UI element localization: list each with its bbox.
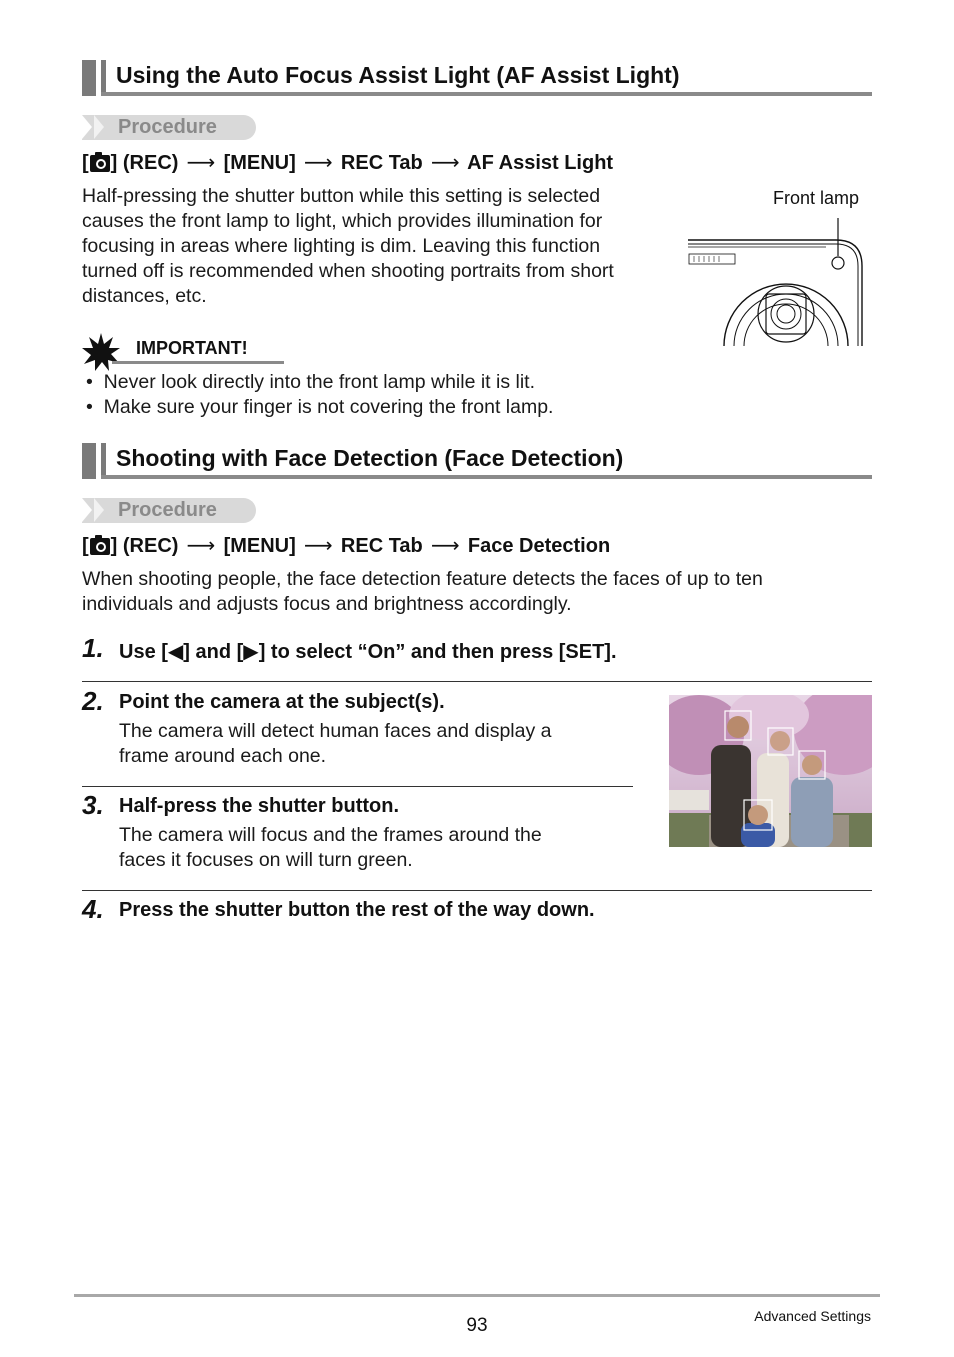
family-photo-illustration — [669, 695, 872, 847]
header-bar-decoration — [101, 60, 106, 96]
section-title: Shooting with Face Detection (Face Detection) — [116, 445, 624, 471]
camera-icon — [90, 538, 110, 555]
procedure-tag — [82, 115, 256, 140]
step-number: 2. — [82, 686, 104, 716]
page-number: 93 — [466, 1315, 488, 1336]
section-title: Using the Auto Focus Assist Light (AF Assist Light) — [116, 62, 680, 88]
step-title: Use [◀] and [▶] to select “On” and then press [SET]. — [119, 641, 617, 663]
header-rule — [101, 92, 872, 96]
camera-drawing — [686, 214, 876, 348]
triangle-left-icon: ◀ — [167, 641, 184, 663]
list-item: • Make sure your finger is not covering the front lamp. — [86, 396, 554, 418]
front-lamp-label: Front lamp — [773, 188, 860, 208]
burst-icon — [82, 333, 120, 371]
step-title: Press the shutter button the rest of the way down. — [119, 899, 595, 921]
list-item: • Never look directly into the front lamp while it is lit. — [86, 371, 536, 393]
camera-icon — [90, 155, 110, 172]
important-rule — [112, 361, 284, 364]
important-label: IMPORTANT! — [136, 338, 248, 358]
triangle-right-icon: ▶ — [243, 641, 259, 663]
procedure-label: Procedure — [118, 116, 217, 138]
section-header-af-assist — [82, 60, 872, 96]
important-callout — [82, 333, 286, 365]
divider — [82, 681, 872, 682]
footer-rule — [74, 1294, 880, 1297]
step-number: 1. — [82, 633, 104, 663]
step-body: The camera will detect human faces and display a frame around each one. — [119, 720, 552, 767]
arrow-right-icon: ⟶ — [304, 535, 333, 557]
camera-front-illustration — [686, 186, 876, 348]
face-detection-description: When shooting people, the face detection feature detects the faces of up to ten individuals and adjusts focus and brightness accordingly. — [82, 568, 763, 615]
arrow-right-icon: ⟶ — [430, 152, 460, 174]
step-title: Point the camera at the subject(s). — [119, 691, 445, 713]
arrow-right-icon: ⟶ — [304, 152, 333, 174]
divider — [82, 890, 872, 891]
header-rule — [101, 475, 872, 479]
arrow-right-icon: ⟶ — [186, 152, 216, 174]
face-detection-photo — [669, 695, 872, 847]
footer-section-title: Advanced Settings — [754, 1308, 871, 1324]
menu-path: [ ] (REC) ⟶ [MENU] ⟶ REC Tab ⟶ Face Detection — [82, 535, 611, 557]
arrow-right-icon: ⟶ — [430, 535, 460, 557]
arrow-right-icon: ⟶ — [186, 535, 216, 557]
procedure-label: Procedure — [118, 499, 217, 521]
header-bar-decoration — [82, 60, 96, 96]
step-title: Half-press the shutter button. — [119, 795, 400, 817]
header-bar-decoration — [82, 443, 96, 479]
section-header-face-detection — [82, 443, 872, 479]
step-body: The camera will focus and the frames around the faces it focuses on will turn green. — [119, 824, 542, 871]
procedure-tag — [82, 498, 256, 523]
header-bar-decoration — [101, 443, 106, 479]
menu-path: [ ] (REC) ⟶ [MENU] ⟶ REC Tab ⟶ AF Assist Light — [82, 152, 614, 174]
af-assist-description: Half-pressing the shutter button while this setting is selected causes the front lamp to light, which provides illumination for focusing in areas where lighting is dim. Leaving this function turned off is recommended when shooting portraits from short distances, etc. — [82, 185, 614, 307]
divider — [82, 786, 633, 787]
step-number: 3. — [82, 790, 104, 820]
step-number: 4. — [82, 894, 104, 924]
